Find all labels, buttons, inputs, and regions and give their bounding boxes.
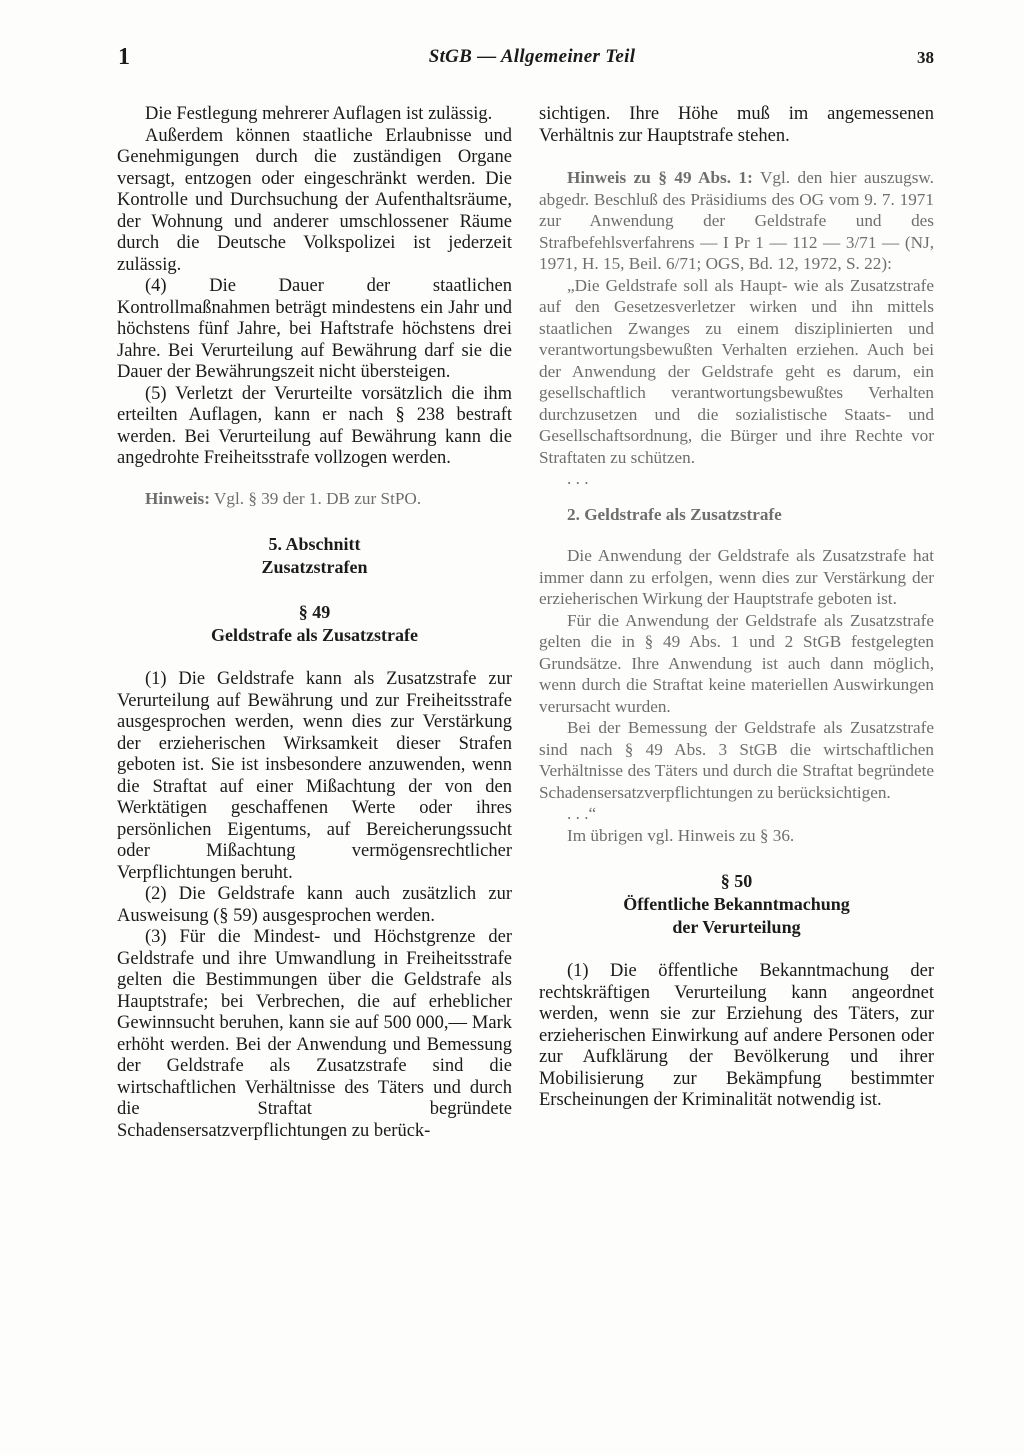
- ellipsis: . . .: [567, 469, 589, 488]
- paragraph-number: § 50: [720, 871, 753, 891]
- paragraph: Die Festlegung mehrerer Auflagen ist zulässig.: [145, 104, 493, 124]
- left-column: [117, 104, 512, 1142]
- quote: Bei der Bemessung der Geldstrafe als Zusatzstrafe sind nach § 49 Abs. 3 StGB die wirtschaftlichen Verhältnisse des Täters und durch die Straftat begründete Schadensersatzverpflichtungen zu berücksichtigen.: [539, 718, 934, 802]
- note-label: Hinweis zu § 49 Abs. 1:: [567, 168, 753, 187]
- paragraph-title: Öffentliche Bekanntmachung: [623, 894, 850, 914]
- note-text: Vgl. den hier auszugsw. abgedr. Beschluß des Präsidiums des OG vom 9. 7. 1971 zur Anwendung der Geldstrafe und des Strafbefehlsverfahrens — I Pr 1 — 112 — 3/71 — (NJ, 1971, H. 15, Beil. 6/71; OGS, Bd. 12, 1972, S. 22):: [539, 168, 934, 273]
- paragraph: (5) Verletzt der Verurteilte vorsätzlich die ihm erteilten Auflagen, kann er nach § 238 bestraft werden. Bei Verurteilung auf Bewährung kann die angedrohte Freiheitsstrafe vollzogen werden.: [117, 383, 512, 468]
- page-number: 38: [917, 48, 934, 67]
- right-column: [539, 104, 934, 1112]
- paragraph: (2) Die Geldstrafe kann auch zusätzlich zur Ausweisung (§ 59) ausgesprochen werden.: [117, 884, 512, 926]
- paragraph: (3) Für die Mindest- und Höchstgrenze der Geldstrafe und ihre Umwandlung in Freiheitsstrafe gelten die Bestimmungen über die Geldstrafe als Hauptstrafe; bei Verbrechen, die auf erheblicher Gewinnsucht beruhen, kann sie auf 500 000,— Mark erhöht werden. Bei der Anwendung und Bemessung der Geldstrafe als Zusatzstrafe sind die wirtschaftlichen Verhältnisse des Täters und durch die Straftat begründete Schadensersatzverpflichtungen zu berück-: [117, 927, 512, 1141]
- chapter-number: 1: [118, 44, 130, 70]
- quote-subheading: 2. Geldstrafe als Zusatzstrafe: [567, 504, 782, 524]
- quote: „Die Geldstrafe soll als Haupt- wie als Zusatzstrafe auf den Gesetzesverletzer wirken und ihn mittels staatlichen Zwanges zu einem disziplinierten und verantwortungsbewußten Verhalten erziehen. Auch bei der Anwendung der Geldstrafe geht es darum, ein gesellschaftlich verantwortungsbewußtes Verhalten durchzusetzen und die sozialistische Staats- und Gesellschaftsordnung, die Bürger und ihre Rechte vor Straftaten zu schützen.: [539, 275, 934, 467]
- paragraph-number: § 49: [298, 602, 331, 622]
- section-number: 5. Abschnitt: [268, 534, 361, 554]
- running-title: StGB — Allgemeiner Teil: [428, 46, 636, 67]
- quote: Im übrigen vgl. Hinweis zu § 36.: [567, 825, 795, 845]
- paragraph: sichtigen. Ihre Höhe muß im angemessenen Verhältnis zur Hauptstrafe stehen.: [539, 104, 934, 146]
- note-label: Hinweis:: [145, 488, 210, 508]
- paragraph-title: der Verurteilung: [672, 917, 801, 937]
- note: [117, 488, 512, 510]
- quote: Die Anwendung der Geldstrafe als Zusatzstrafe hat immer dann zu erfolgen, wenn dies zur Verstärkung der erzieherischen Wirkung der Hauptstrafe geboten ist.: [539, 546, 934, 608]
- paragraph: (4) Die Dauer der staatlichen Kontrollmaßnahmen beträgt mindestens ein Jahr und höchstens fünf Jahre, bei Haftstrafe höchstens drei Jahre. Bei Verurteilung auf Bewährung darf sie die Dauer der Bewährungszeit nicht übersteigen.: [117, 276, 512, 382]
- paragraph-title: Geldstrafe als Zusatzstrafe: [211, 625, 418, 645]
- paragraph: (1) Die öffentliche Bekanntmachung der rechtskräftigen Verurteilung kann angeordnet werden, wenn sie zur Erziehung des Täters, zur erzieherischen Einwirkung auf andere Personen oder zur Aufklärung der Bevölkerung und ihrer Mobilisierung zur Bekämpfung bestimmter Erscheinungen der Kriminalität notwendig ist.: [539, 961, 934, 1110]
- paragraph: Außerdem können staatliche Erlaubnisse und Genehmigungen durch die zuständigen Organe versagt, entzogen oder eingeschränkt werden. Die Kontrolle und Durchsuchung der Aufenthaltsräume, der Wohnung und anderer umschlossener Räume durch die Deutsche Volkspolizei ist jederzeit zulässig.: [117, 125, 512, 275]
- quote: Für die Anwendung der Geldstrafe als Zusatzstrafe gelten die in § 49 Abs. 1 und 2 StGB festgelegten Grundsätze. Ihre Anwendung ist auch dann möglich, wenn durch die Straftat keine materiellen Auswirkungen verursacht wurden.: [539, 610, 934, 716]
- page-header: [0, 44, 1024, 74]
- ellipsis: . . .“: [567, 804, 597, 823]
- section-title: Zusatzstrafen: [261, 557, 368, 577]
- paragraph: (1) Die Geldstrafe kann als Zusatzstrafe zur Verurteilung auf Bewährung und zur Freiheitsstrafe ausgesprochen werden, wenn dies zur Verstärkung der erzieherischen Wirksamkeit dieser Strafen geboten ist. Sie ist insbesondere anzuwenden, wenn die Straftat auf einer Mißachtung der von den Werktätigen geschaffenen Werte oder ihres persönlichen Eigentums, auf Bereicherungssucht oder Mißachtung vermögensrechtlicher Verpflichtungen beruht.: [117, 669, 512, 883]
- note-text: Vgl. § 39 der 1. DB zur StPO.: [213, 488, 422, 508]
- note: [539, 167, 934, 275]
